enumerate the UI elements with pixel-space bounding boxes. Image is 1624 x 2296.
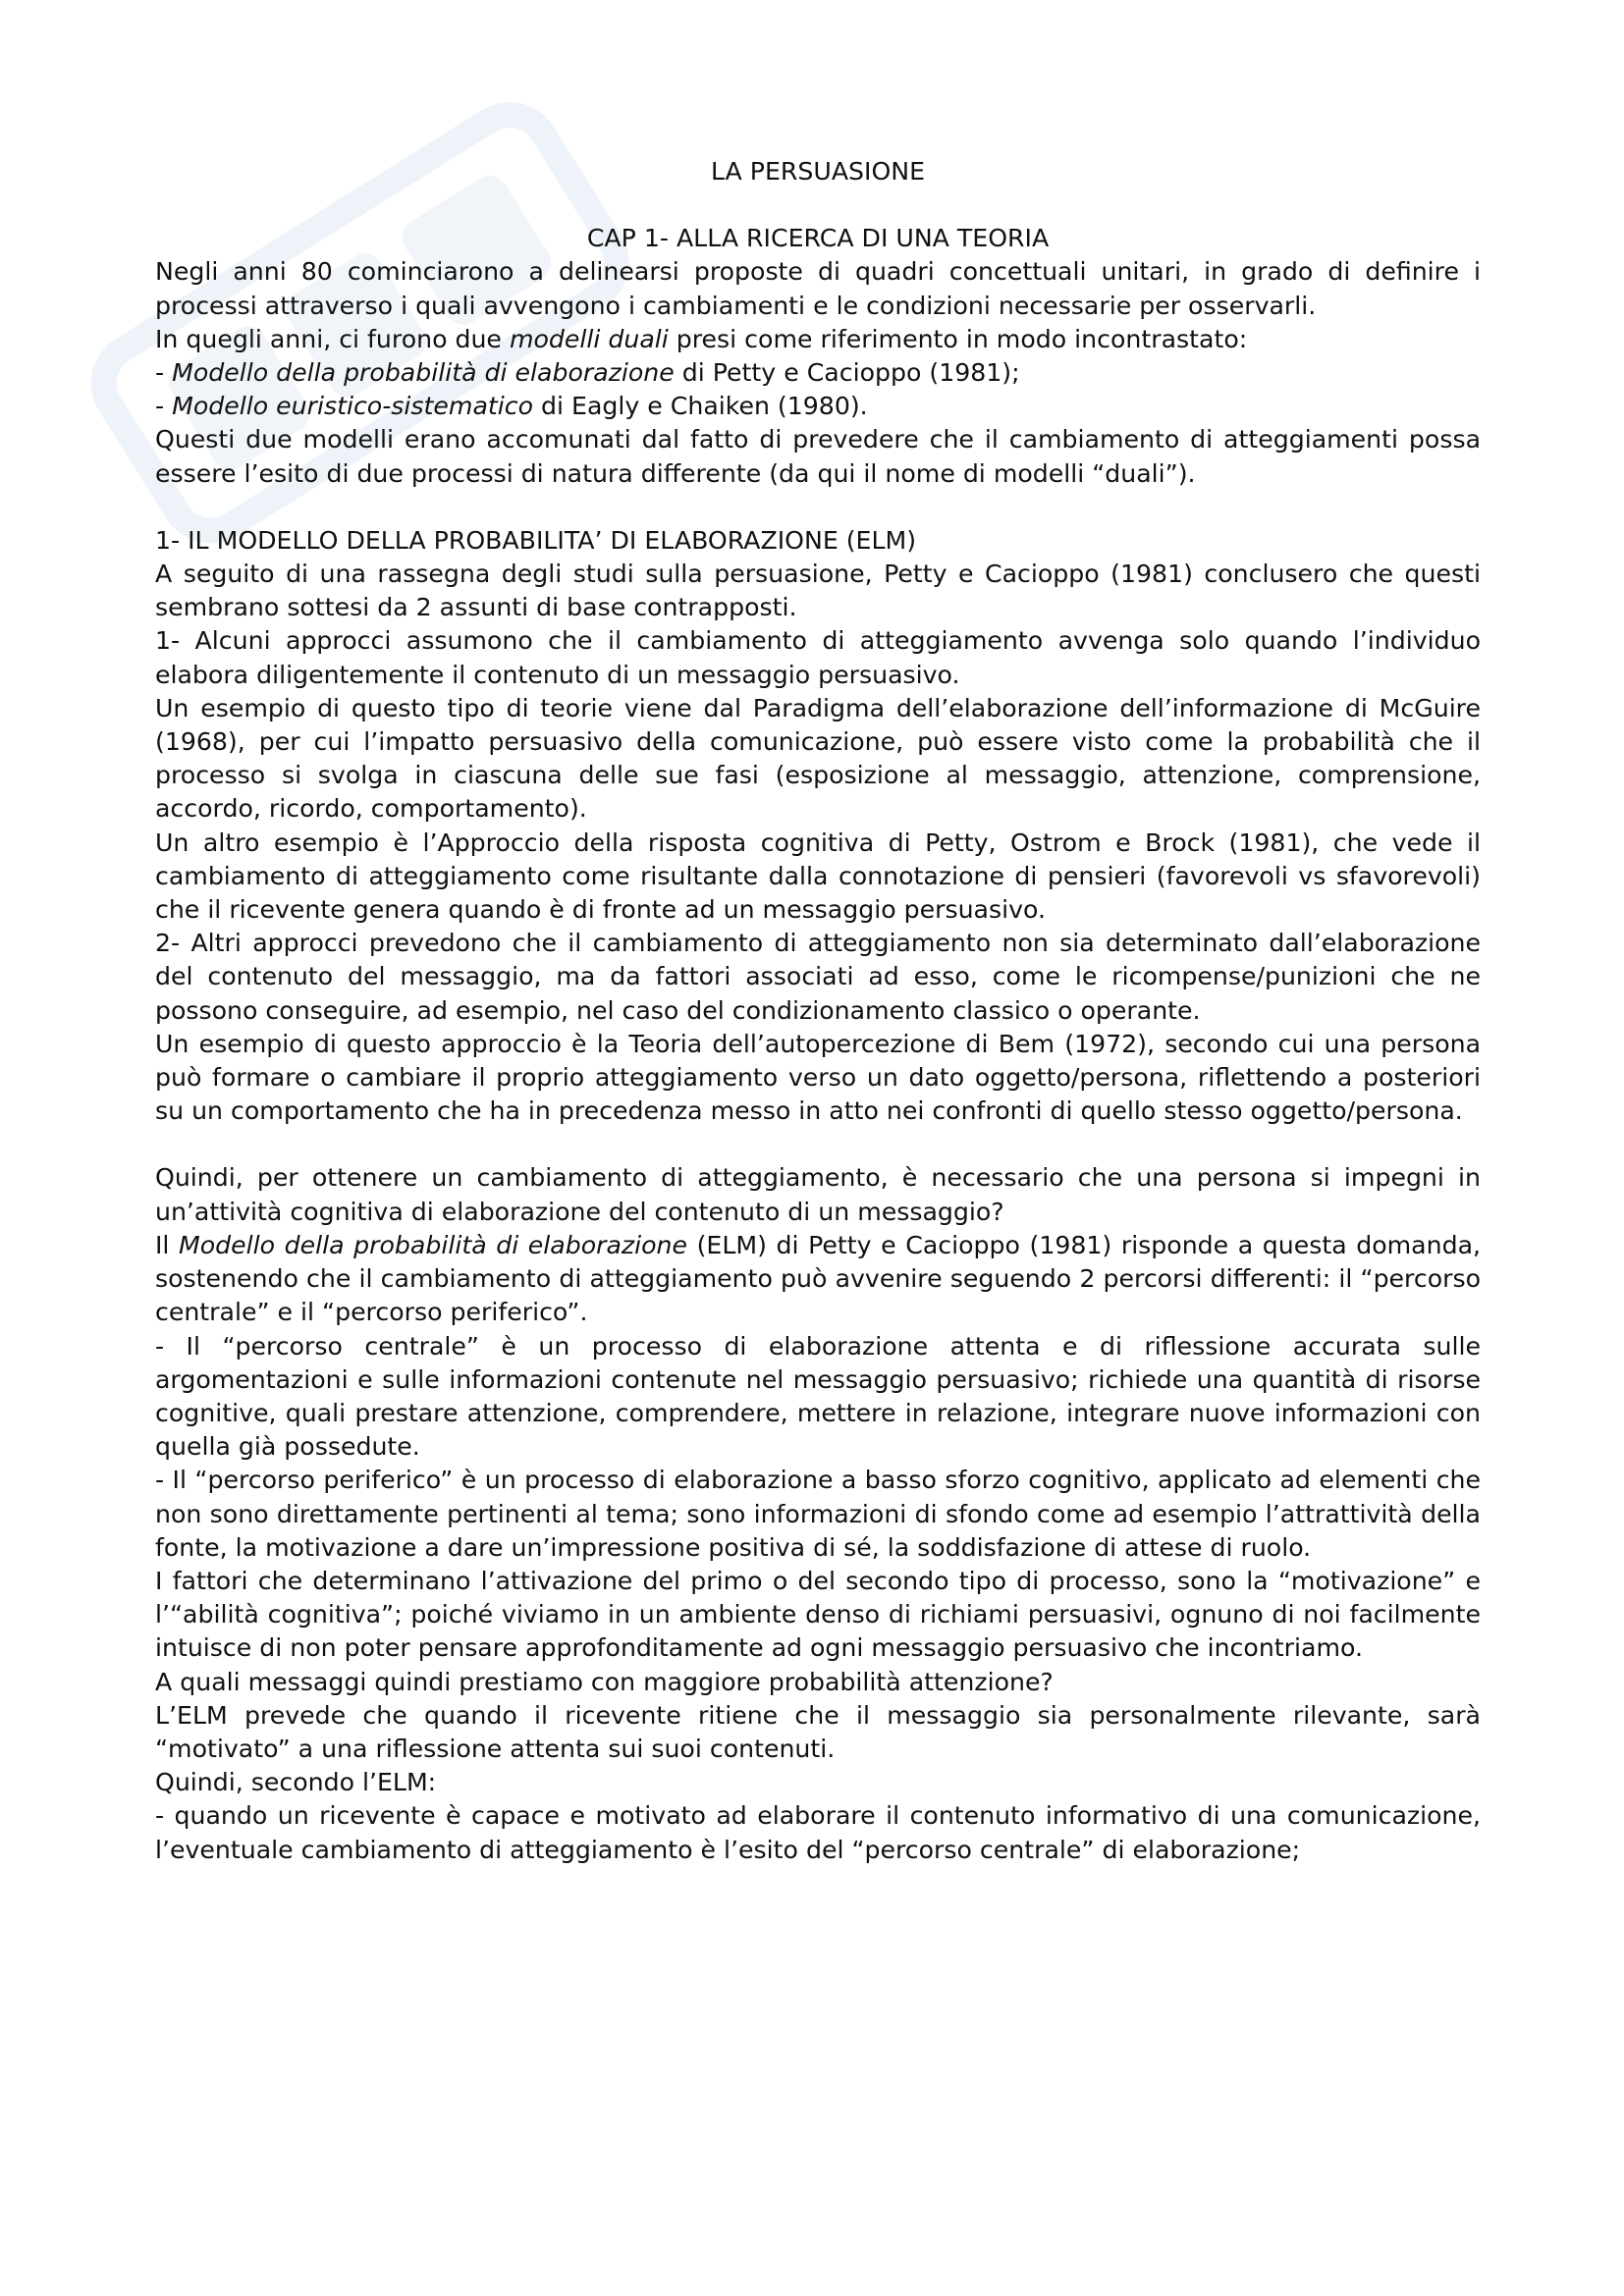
paragraph: I fattori che determinano l’attivazione del primo o del secondo tipo di processo, sono la “motivazione” e l’“abilità cognitiva”; poiché viviamo in un ambiente denso di richiami persuasivi, ognuno di noi facilmente intuisce di non poter pensare approfonditamente ad ogni messaggio persuasivo che incontriamo. bbox=[155, 1566, 1481, 1663]
paragraph: Un altro esempio è l’Approccio della risposta cognitiva di Petty, Ostrom e Brock (1981), che vede il cambiamento di atteggiamento come risultante dalla connotazione di pensieri (favorevoli vs sfavorevoli) che il ricevente genera quando è di fronte ad un messaggio persuasivo. bbox=[155, 828, 1481, 925]
paragraph: Quindi, secondo l’ELM: bbox=[155, 1768, 437, 1797]
paragraph: A seguito di una rassegna degli studi sulla persuasione, Petty e Cacioppo (1981) conclusero che questi sembrano sottesi da 2 assunti di base contrapposti. bbox=[155, 560, 1481, 622]
paragraph: L’ELM prevede che quando il ricevente ritiene che il messaggio sia personalmente rilevante, sarà “motivato” a una riflessione attenta sui suoi contenuti. bbox=[155, 1700, 1481, 1763]
paragraph: - quando un ricevente è capace e motivato ad elaborare il contenuto informativo di una comunicazione, l’eventuale cambiamento di atteggiamento è l’esito del “percorso centrale” di elaborazione; bbox=[155, 1801, 1481, 1864]
chapter-heading: CAP 1- ALLA RICERCA DI UNA TEORIA bbox=[586, 224, 1050, 253]
intro-paragraph: Negli anni 80 cominciarono a delinearsi proposte di quadri concettuali unitari, in grado di definire i processi attraverso i quali avvengono i cambiamenti e le condizioni necessarie per osservarli. bbox=[155, 257, 1481, 320]
list-item: - Modello euristico-sistematico di Eagly e Chaiken (1980). bbox=[155, 392, 868, 421]
intro-dual-models: In quegli anni, ci furono due modelli duali presi come riferimento in modo incontrastato: bbox=[155, 324, 1248, 353]
section-heading: 1- IL MODELLO DELLA PROBABILITA’ DI ELABORAZIONE (ELM) bbox=[155, 525, 917, 555]
document-title: LA PERSUASIONE bbox=[710, 157, 926, 186]
blank-line bbox=[155, 1128, 1481, 1161]
paragraph: Un esempio di questo tipo di teorie viene dal Paradigma dell’elaborazione dell’informazione di McGuire (1968), per cui l’impatto persuasivo della comunicazione, può essere visto come la probabilità che il processo si svolga in ciascuna delle sue fasi (esposizione al messaggio, attenzione, comprensione, accordo, ricordo, comportamento). bbox=[155, 693, 1481, 824]
paragraph: A quali messaggi quindi prestiamo con maggiore probabilità attenzione? bbox=[155, 1667, 1054, 1696]
paragraph: - Il “percorso centrale” è un processo di elaborazione attenta e di riflessione accurata sulle argomentazioni e sulle informazioni contenute nel messaggio persuasivo; richiede una quantità di risorse cognitive, quali prestare attenzione, comprendere, mettere in relazione, integrare nuove informazioni con quella già possedute. bbox=[155, 1331, 1481, 1462]
elm-paragraph: Il Modello della probabilità di elaborazione (ELM) di Petty e Cacioppo (1981) risponde a questa domanda, sostenendo che il cambiamento di atteggiamento può avvenire seguendo 2 percorsi differenti: il “percorso centrale” e il “percorso periferico”. bbox=[155, 1230, 1482, 1327]
list-item: - Modello della probabilità di elaborazione di Petty e Cacioppo (1981); bbox=[155, 358, 1020, 388]
paragraph: - Il “percorso periferico” è un processo di elaborazione a basso sforzo cognitivo, applicato ad elementi che non sono direttamente pertinenti al tema; sono informazioni di sfondo come ad esempio l’attrattività della fonte, la motivazione a dare un’impressione positiva di sé, la soddisfazione di attese di ruolo. bbox=[155, 1466, 1481, 1562]
paragraph: Un esempio di questo approccio è la Teoria dell’autopercezione di Bem (1972), secondo cui una persona può formare o cambiare il proprio atteggiamento verso un dato oggetto/persona, riflettendo a posteriori su un comportamento che ha in precedenza messo in atto nei confronti di quello stesso oggetto/persona. bbox=[155, 1029, 1481, 1126]
paragraph: 2- Altri approcci prevedono che il cambiamento di atteggiamento non sia determinato dall’elaborazione del contenuto del messaggio, ma da fattori associati ad esso, come le ricompense/punizioni che ne possono conseguire, ad esempio, nel caso del condizionamento classico o operante. bbox=[155, 929, 1481, 1025]
document-page bbox=[155, 147, 1481, 1867]
paragraph: 1- Alcuni approcci assumono che il cambiamento di atteggiamento avvenga solo quando l’individuo elabora diligentemente il contenuto di un messaggio persuasivo. bbox=[155, 626, 1481, 689]
intro-paragraph: Questi due modelli erano accomunati dal fatto di prevedere che il cambiamento di atteggiamenti possa essere l’esito di due processi di natura differente (da qui il nome di modelli “duali”). bbox=[155, 425, 1481, 488]
paragraph: Quindi, per ottenere un cambiamento di atteggiamento, è necessario che una persona si impegni in un’attività cognitiva di elaborazione del contenuto di un messaggio? bbox=[155, 1163, 1481, 1226]
